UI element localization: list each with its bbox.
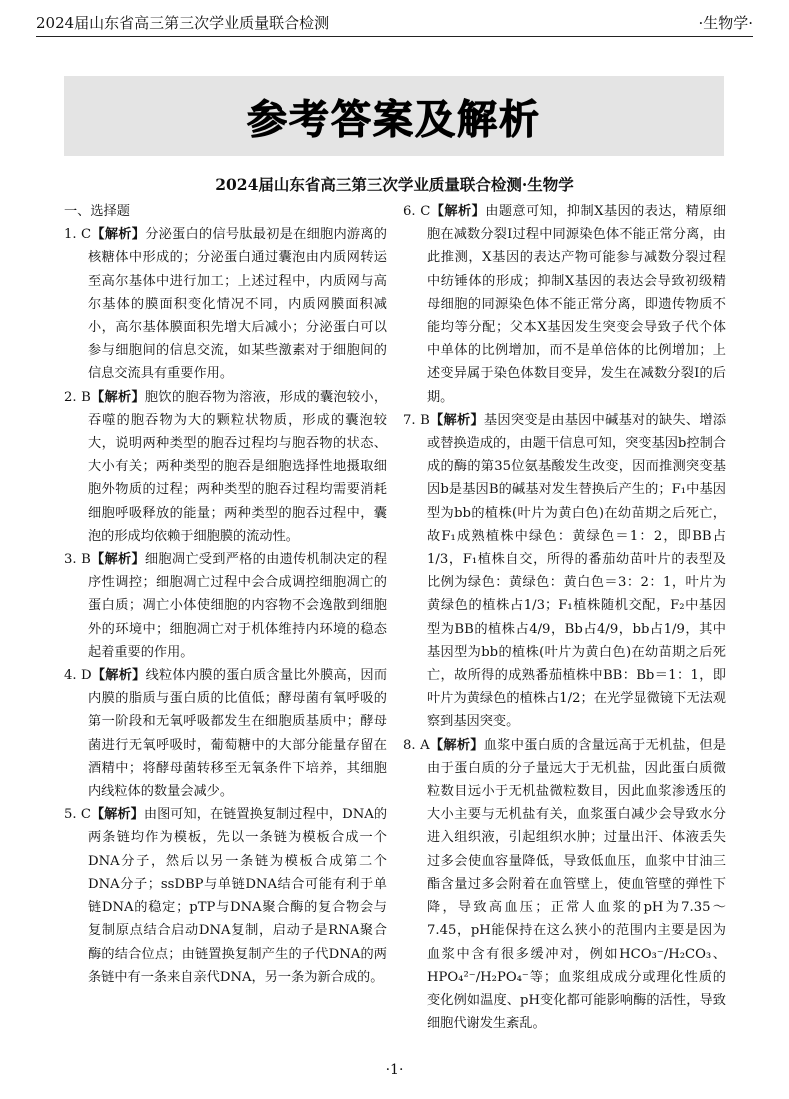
title-banner xyxy=(64,76,724,156)
left-column xyxy=(64,200,387,989)
answer-item-7: 7. B【解析】基因突变是由基因中碱基对的缺失、增添或替换造成的，由题干信息可知，突变基因b控制合成的酶的第35位氨基酸发生改变，因而推测突变基因b是基因B的碱基对发生替换后产生的；F₁中基因型为bb的植株(叶片为黄白色)在幼苗期之后死亡，故F₁成熟植株中绿色：黄绿色＝1：2，即BB占1/3，F₁植株自交，所得的番茄幼苗叶片的表型及比例为绿色：黄绿色：黄白色＝3：2：1，叶片为黄绿色的植株占1/3；F₁植株随机交配，F₂中基因型为BB的植株占4/9，Bb占4/9，bb占1/9，其中基因型为bb的植株(叶片为黄白色)在幼苗期之后死亡，故所得的成熟番茄植株中BB：Bb＝1：1，即叶片为黄绿色的植株占1/2；在光学显微镜下无法观察到基因突变。 xyxy=(403,412,727,730)
answer-item-8: 8. A【解析】血浆中蛋白质的含量远高于无机盐，但是由于蛋白质的分子量远大于无机盐，因此蛋白质微粒数目远小于无机盐微粒数目，因此血浆渗透压的大小主要与无机盐有关，血浆蛋白减少会导致水分进入组织液，引起组织水肿；过量出汗、体液丢失过多会使血容量降低，导致低血压，血浆中甘油三酯含量过多会附着在血管壁上，使血管壁的弹性下降，导致高血压；正常人血浆的pH为7.35～7.45，pH能保持在这么狭小的范围内主要是因为血浆中含有很多缓冲对，例如HCO₃⁻/H₂CO₃、HPO₄²⁻/H₂PO₄⁻等；血浆组成成分或理化性质的变化例如温度、pH变化都可能影响酶的活性，导致细胞代谢发生紊乱。 xyxy=(403,737,727,1032)
answer-item-1: 1. C【解析】分泌蛋白的信号肽最初是在细胞内游离的核糖体中形成的；分泌蛋白通过囊泡由内质网转运至高尔基体中进行加工；上述过程中，内质网与高尔基体的膜面积变化情况不同，内质网膜面积减小，高尔基体膜面积先增大后减小；分泌蛋白可以参与细胞间的信息交流，如某些激素对于细胞间的信息交流具有重要作用。 xyxy=(64,227,387,382)
right-column xyxy=(403,200,726,1035)
banner-title: 参考答案及解析 xyxy=(247,96,541,143)
answer-item-5: 5. C【解析】由图可知，在链置换复制过程中，DNA的两条链均作为模板，先以一条链为模板合成一个DNA分子，然后以另一条链为模板合成第二个DNA分子；ssDBP与单链DNA结合可能有利于单链DNA的稳定；pTP与DNA聚合酶的复合物会与复制原点结合启动DNA复制，启动子是RNA聚合酶的结合位点；由链置换复制产生的子代DNA的两条链中有一条来自亲代DNA，另一条为新合成的。 xyxy=(64,807,388,985)
header-title: 2024届山东省高三第三次学业质量联合检测 xyxy=(36,14,330,32)
header-subject: ·生物学· xyxy=(698,14,753,32)
running-header xyxy=(36,10,753,37)
answer-item-4: 4. D【解析】线粒体内膜的蛋白质含量比外膜高，因而内膜的脂质与蛋白质的比值低；酵母菌有氧呼吸的第一阶段和无氧呼吸都发生在细胞质基质中；酵母菌进行无氧呼吸时，葡萄糖中的大部分能量存留在酒精中；将酵母菌转移至无氧条件下培养，其细胞内线粒体的数量会减少。 xyxy=(64,668,388,800)
document-subtitle: 2024届山东省高三第三次学业质量联合检测·生物学 xyxy=(215,175,574,194)
answer-item-6: 6. C【解析】由题意可知，抑制X基因的表达，精原细胞在减数分裂Ⅰ过程中同源染色体不能正常分离，由此推测，X基因的表达产物可能参与减数分裂过程中纺锤体的形成；抑制X基因的表达会导致初级精母细胞的同源染色体不能正常分离，即遗传物质不能均等分配；父本X基因发生突变会导致子代个体中单体的比例增加，而不是单倍体的比例增加；上述变异属于染色体数目变异，发生在减数分裂Ⅰ的后期。 xyxy=(403,204,727,405)
page-number: ·1· xyxy=(385,1062,404,1078)
section-heading: 一、选择题 xyxy=(64,204,130,219)
answer-item-3: 3. B【解析】细胞凋亡受到严格的由遗传机制决定的程序性调控；细胞凋亡过程中会合成调控细胞凋亡的蛋白质；凋亡小体使细胞的内容物不会逸散到细胞外的环境中；细胞凋亡对于机体维持内环境的稳态起着重要的作用。 xyxy=(64,552,388,660)
answer-item-2: 2. B【解析】胞饮的胞吞物为溶液，形成的囊泡较小，吞噬的胞吞物为大的颗粒状物质，形成的囊泡较大，说明两种类型的胞吞过程均与胞吞物的状态、大小有关；两种类型的胞吞是细胞选择性地摄取细胞外物质的过程；两种类型的胞吞过程均需要消耗细胞呼吸释放的能量；两种类型的胞吞过程中，囊泡的形成均依赖于细胞膜的流动性。 xyxy=(64,389,388,544)
